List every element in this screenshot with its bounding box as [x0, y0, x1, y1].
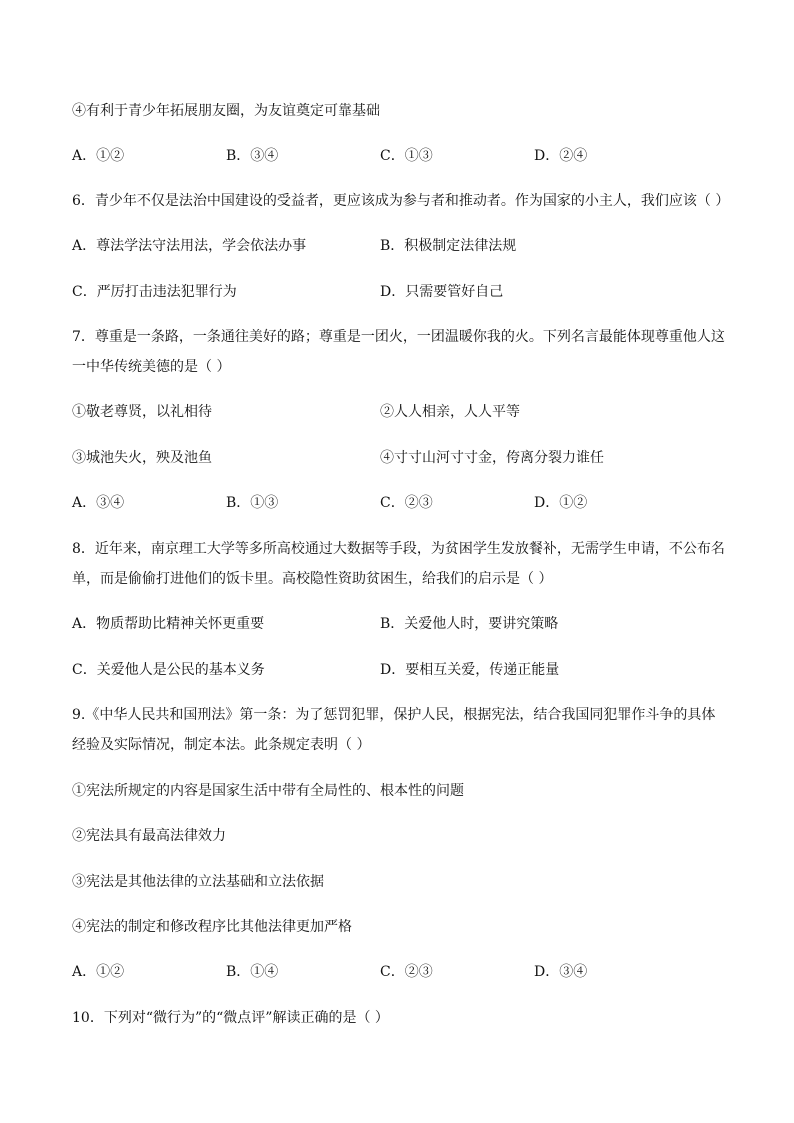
q7-statement-4: ④寸寸山河寸寸金，侉离分裂力谁任	[380, 450, 604, 466]
q9-options	[72, 962, 732, 982]
q8-option-d[interactable]: D．要相互关爱，传递正能量	[380, 662, 560, 678]
q5-option-b[interactable]: B．③④	[226, 148, 279, 164]
q6-option-a[interactable]: A．尊法学法守法用法，学会依法办事	[72, 238, 307, 254]
q7-statements-row-1	[72, 402, 732, 422]
q9-statement-3: ③宪法是其他法律的立法基础和立法依据	[72, 874, 324, 890]
q7-option-c[interactable]: C．②③	[380, 495, 433, 511]
q8-option-a[interactable]: A．物质帮助比精神关怀更重要	[72, 616, 265, 632]
q9-stem-line-1: 9.《中华人民共和国刑法》第一条：为了惩罚犯罪，保护人民，根据宪法，结合我国同犯罪作斗争的具体	[72, 707, 716, 723]
q7-option-d[interactable]: D．①②	[534, 495, 588, 511]
q6-options-row-2	[72, 282, 732, 302]
q8-options-row-2	[72, 660, 732, 680]
q5-option-d[interactable]: D．②④	[534, 148, 588, 164]
q9-option-d[interactable]: D．③④	[534, 964, 588, 980]
q6-option-c[interactable]: C．严厉打击违法犯罪行为	[72, 284, 237, 300]
q5-options	[72, 146, 732, 166]
q7-stem-line-2: 一中华传统美德的是（ ）	[72, 359, 231, 375]
q7-statement-3: ③城池失火，殃及池鱼	[72, 450, 212, 466]
q9-statement-1: ①宪法所规定的内容是国家生活中带有全局性的、根本性的问题	[72, 783, 464, 799]
q7-statements-row-2	[72, 448, 732, 468]
q7-options	[72, 493, 732, 513]
q7-option-a[interactable]: A．③④	[72, 495, 125, 511]
q5-option-c[interactable]: C．①③	[380, 148, 433, 164]
q5-statement-4: ④有利于青少年拓展朋友圈，为友谊奠定可靠基础	[72, 103, 380, 119]
q6-option-b[interactable]: B．积极制定法律法规	[380, 238, 517, 254]
q6-option-d[interactable]: D．只需要管好自己	[380, 284, 504, 300]
q9-statement-2: ②宪法具有最高法律效力	[72, 828, 226, 844]
q6-stem: 6．青少年不仅是法治中国建设的受益者，更应该成为参与者和推动者。作为国家的小主人，我们应该（ ）	[72, 193, 730, 209]
q9-option-b[interactable]: B．①④	[226, 964, 279, 980]
q5-option-a[interactable]: A．①②	[72, 148, 125, 164]
q9-statement-4: ④宪法的制定和修改程序比其他法律更加严格	[72, 919, 352, 935]
q8-stem-line-1: 8．近年来，南京理工大学等多所高校通过大数据等手段，为贫困学生发放餐补，无需学生申请，不公布名	[72, 541, 725, 557]
q9-stem-line-2: 经验及实际情况，制定本法。此条规定表明（ ）	[72, 737, 371, 753]
q6-options-row-1	[72, 236, 732, 256]
q8-stem-line-2: 单，而是偷偷打进他们的饭卡里。高校隐性资助贫困生，给我们的启示是（ ）	[72, 571, 553, 587]
q9-option-c[interactable]: C．②③	[380, 964, 433, 980]
q9-option-a[interactable]: A．①②	[72, 964, 125, 980]
q8-option-c[interactable]: C．关爱他人是公民的基本义务	[72, 662, 265, 678]
q7-statement-2: ②人人相亲，人人平等	[380, 404, 520, 420]
q10-stem: 10．下列对“微行为”的“微点评”解读正确的是（ ）	[72, 1010, 389, 1026]
q8-options-row-1	[72, 614, 732, 634]
q8-option-b[interactable]: B．关爱他人时，要讲究策略	[380, 616, 559, 632]
q7-statement-1: ①敬老尊贤，以礼相待	[72, 404, 212, 420]
q7-option-b[interactable]: B．①③	[226, 495, 279, 511]
q7-stem-line-1: 7．尊重是一条路，一条通往美好的路；尊重是一团火，一团温暖你我的火。下列名言最能体现尊重他人这	[72, 329, 725, 345]
